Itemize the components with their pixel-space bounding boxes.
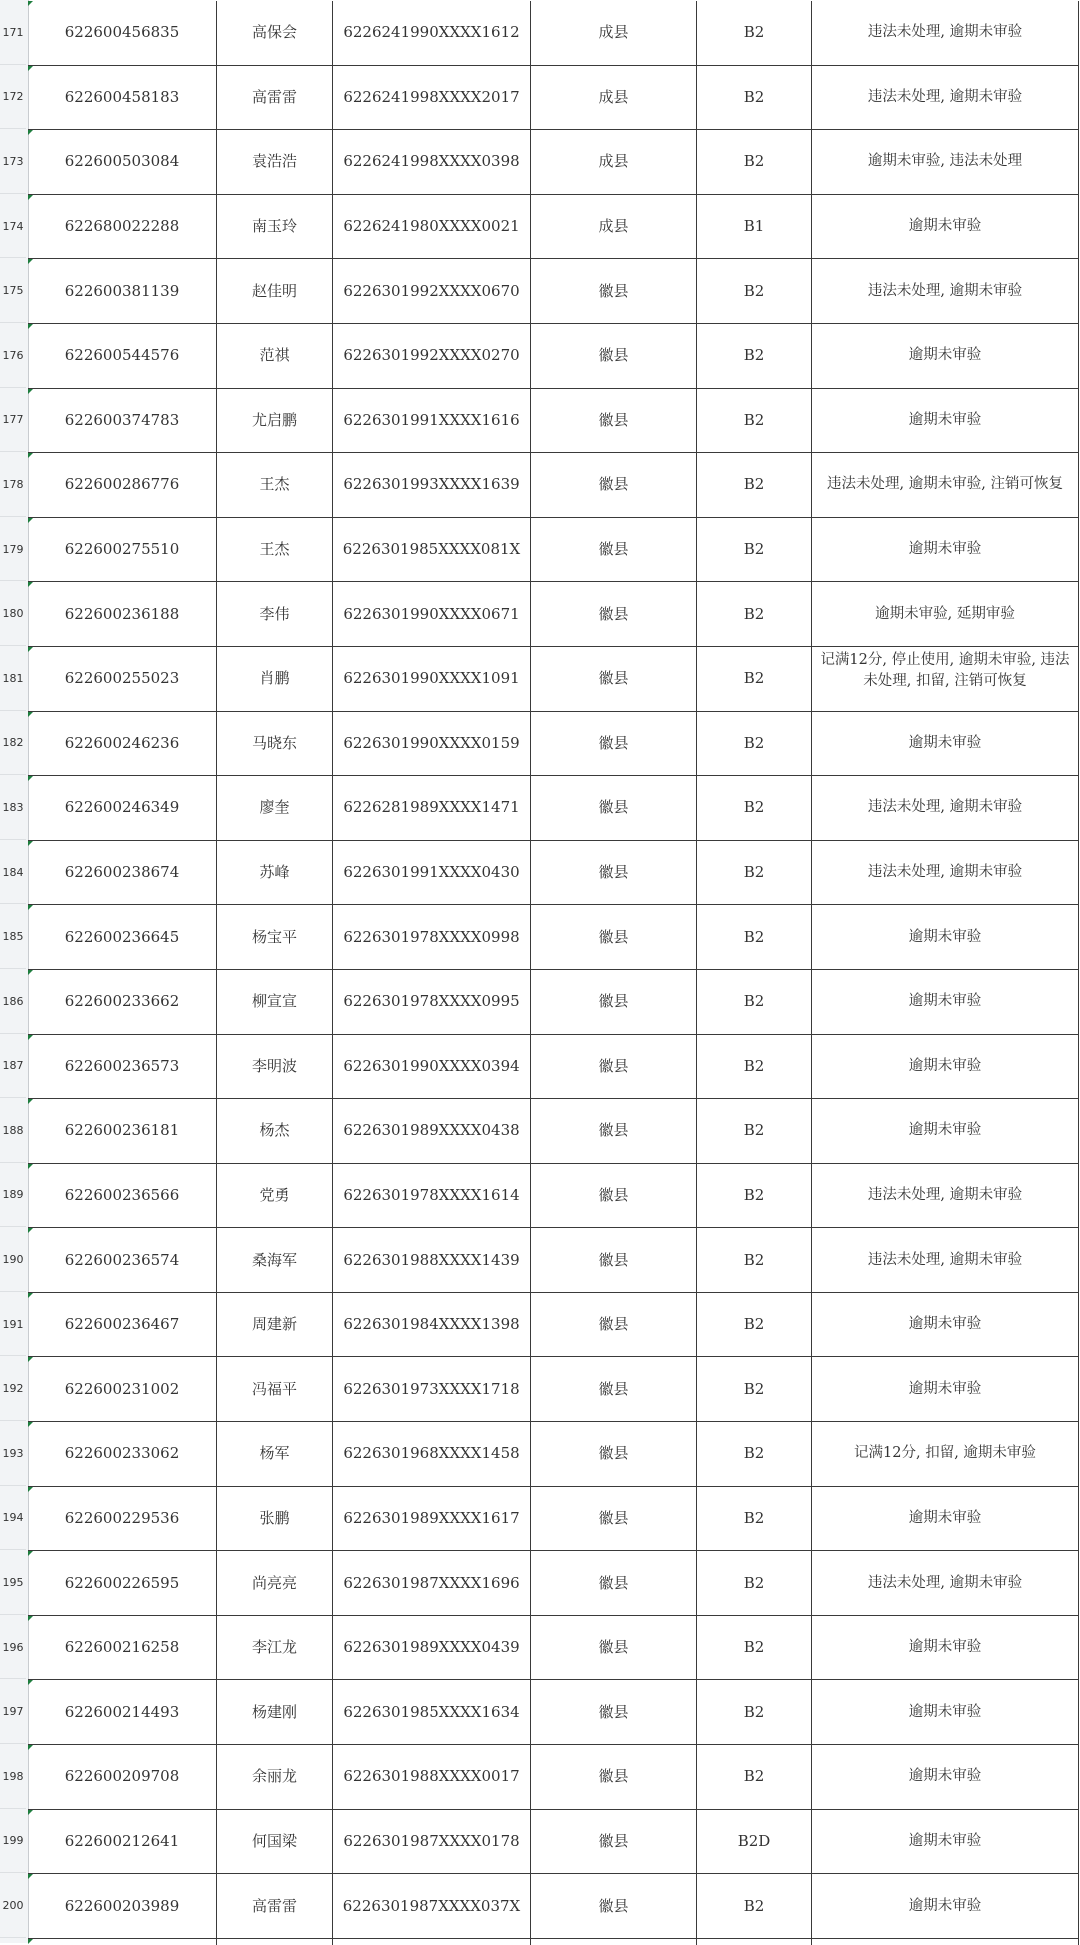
- cell-archive-id[interactable]: 622600544576: [28, 324, 217, 388]
- row-number[interactable]: 194: [0, 1487, 26, 1551]
- row-number[interactable]: 182: [0, 712, 26, 776]
- cell-archive-id[interactable]: 622600229536: [28, 1487, 217, 1551]
- number-stored-as-text-flag-icon: [28, 389, 33, 394]
- cell-county[interactable]: 徽县: [531, 841, 697, 905]
- cell-county[interactable]: 徽县: [531, 1680, 697, 1744]
- cell-status[interactable]: 逾期未审验: [812, 1745, 1079, 1809]
- cell-county[interactable]: 徽县: [531, 1487, 697, 1551]
- table-row[interactable]: [2, 518, 1079, 583]
- cell-id-card[interactable]: 6226241980XXXX0021: [333, 195, 531, 259]
- row-number[interactable]: 192: [0, 1357, 26, 1421]
- cell-county[interactable]: 徽县: [531, 1422, 697, 1486]
- cell-id-card[interactable]: 6226281989XXXX1471: [333, 776, 531, 840]
- cell-archive-id[interactable]: 622600456835: [28, 1, 217, 65]
- table-row[interactable]: [2, 389, 1079, 454]
- table-row[interactable]: [2, 259, 1079, 324]
- cell-archive-id[interactable]: 622600381139: [28, 259, 217, 323]
- cell-status[interactable]: 逾期未审验: [812, 518, 1079, 582]
- cell-id-card[interactable]: 6226301993XXXX1639: [333, 453, 531, 517]
- cell-name[interactable]: 杨建刚: [217, 1680, 333, 1744]
- number-stored-as-text-flag-icon: [28, 1357, 33, 1362]
- cell-status[interactable]: 违法未处理, 逾期未审验: [812, 776, 1079, 840]
- cell-archive-id[interactable]: 622600503084: [28, 130, 217, 194]
- cell-id-card[interactable]: 6226301978XXXX1614: [333, 1164, 531, 1228]
- cell-county[interactable]: 成县: [531, 66, 697, 130]
- cell-name[interactable]: 南玉玲: [217, 195, 333, 259]
- cell-county[interactable]: 徽县: [531, 1228, 697, 1292]
- cell-license-class[interactable]: B2: [697, 1874, 812, 1938]
- cell-status[interactable]: 逾期未审验: [812, 970, 1079, 1034]
- cell-name[interactable]: 余丽龙: [217, 1745, 333, 1809]
- row-number[interactable]: 189: [0, 1164, 26, 1228]
- cell-archive-id[interactable]: 622600275510: [28, 518, 217, 582]
- cell-archive-id[interactable]: 622600214493: [28, 1680, 217, 1744]
- cell-status[interactable]: 逾期未审验: [812, 195, 1079, 259]
- cell-status[interactable]: [812, 1939, 1079, 1945]
- cell-archive-id[interactable]: 622600255023: [28, 647, 217, 711]
- table-row[interactable]: [2, 905, 1079, 970]
- cell-license-class[interactable]: B2D: [697, 1810, 812, 1874]
- cell-archive-id[interactable]: 622600246349: [28, 776, 217, 840]
- cell-status[interactable]: 违法未处理, 逾期未审验, 注销可恢复: [812, 453, 1079, 517]
- cell-status[interactable]: 逾期未审验: [812, 1810, 1079, 1874]
- cell-archive-id[interactable]: 622600286776: [28, 453, 217, 517]
- cell-archive-id[interactable]: 622600231002: [28, 1357, 217, 1421]
- cell-id-card[interactable]: 6226301990XXXX0394: [333, 1035, 531, 1099]
- cell-name[interactable]: 李明波: [217, 1035, 333, 1099]
- cell-id-card[interactable]: 6226301989XXXX1617: [333, 1487, 531, 1551]
- cell-county[interactable]: 徽县: [531, 1810, 697, 1874]
- cell-status[interactable]: 违法未处理, 逾期未审验: [812, 1164, 1079, 1228]
- cell-license-class[interactable]: B1: [697, 195, 812, 259]
- table-row[interactable]: [2, 130, 1079, 195]
- cell-county[interactable]: 徽县: [531, 1293, 697, 1357]
- number-stored-as-text-flag-icon: [28, 776, 33, 781]
- cell-archive-id[interactable]: 622600236645: [28, 905, 217, 969]
- cell-archive-id[interactable]: 622600233062: [28, 1422, 217, 1486]
- cell-archive-id[interactable]: 622600203989: [28, 1874, 217, 1938]
- number-stored-as-text-flag-icon: [28, 841, 33, 846]
- spreadsheet-table: [2, 1, 1079, 1939]
- cell-county[interactable]: 徽县: [531, 1035, 697, 1099]
- number-stored-as-text-flag-icon: [28, 1616, 33, 1621]
- cell-license-class[interactable]: B2: [697, 1551, 812, 1615]
- cell-status[interactable]: 违法未处理, 逾期未审验: [812, 841, 1079, 905]
- row-number[interactable]: 176: [0, 324, 26, 388]
- cell-county[interactable]: 徽县: [531, 1099, 697, 1163]
- cell-status[interactable]: 逾期未审验: [812, 905, 1079, 969]
- cell-license-class[interactable]: B2: [697, 841, 812, 905]
- cell-status[interactable]: 逾期未审验, 违法未处理: [812, 130, 1079, 194]
- cell-license-class[interactable]: B2: [697, 647, 812, 711]
- row-number[interactable]: 186: [0, 970, 26, 1034]
- cell-status[interactable]: 逾期未审验: [812, 1293, 1079, 1357]
- cell-status[interactable]: 逾期未审验: [812, 389, 1079, 453]
- cell-archive-id[interactable]: 622600236181: [28, 1099, 217, 1163]
- cell-county[interactable]: 徽县: [531, 1164, 697, 1228]
- cell-id-card[interactable]: 6226301991XXXX1616: [333, 389, 531, 453]
- cell-id-card[interactable]: 6226301990XXXX1091: [333, 647, 531, 711]
- row-number[interactable]: 184: [0, 841, 26, 905]
- cell-archive-id[interactable]: 622600236467: [28, 1293, 217, 1357]
- number-stored-as-text-flag-icon: [28, 1164, 33, 1169]
- row-number[interactable]: 174: [0, 195, 26, 259]
- cell-name[interactable]: 高雷雷: [217, 1874, 333, 1938]
- number-stored-as-text-flag-icon: [28, 1745, 33, 1750]
- cell-status[interactable]: 逾期未审验: [812, 1680, 1079, 1744]
- cell-id-card[interactable]: 6226241998XXXX0398: [333, 130, 531, 194]
- cell-license-class[interactable]: B2: [697, 518, 812, 582]
- cell-id-card[interactable]: 6226301988XXXX0017: [333, 1745, 531, 1809]
- cell-archive-id[interactable]: 622680022288: [28, 195, 217, 259]
- cell-id-card[interactable]: 6226241998XXXX2017: [333, 66, 531, 130]
- cell-name[interactable]: 杨杰: [217, 1099, 333, 1163]
- number-stored-as-text-flag-icon: [28, 582, 33, 587]
- table-row[interactable]: [2, 647, 1079, 712]
- cell-archive-id[interactable]: 622600226595: [28, 1551, 217, 1615]
- table-row[interactable]: [2, 1, 1079, 66]
- cell-status[interactable]: 逾期未审验: [812, 1035, 1079, 1099]
- cell-status[interactable]: 违法未处理, 逾期未审验: [812, 1, 1079, 65]
- number-stored-as-text-flag-icon: [28, 324, 33, 329]
- cell-name[interactable]: 肖鹏: [217, 647, 333, 711]
- cell-id-card[interactable]: 6226301968XXXX1458: [333, 1422, 531, 1486]
- cell-status[interactable]: 逾期未审验: [812, 1099, 1079, 1163]
- cell-license-class[interactable]: B2: [697, 324, 812, 388]
- cell-county[interactable]: 徽县: [531, 324, 697, 388]
- cell-status[interactable]: 逾期未审验: [812, 1357, 1079, 1421]
- cell-id-card[interactable]: 6226301973XXXX1718: [333, 1357, 531, 1421]
- table-row[interactable]: [2, 1293, 1079, 1358]
- cell-license-class[interactable]: B2: [697, 1487, 812, 1551]
- row-number[interactable]: 190: [0, 1228, 26, 1292]
- cell-status[interactable]: 逾期未审验: [812, 1874, 1079, 1938]
- number-stored-as-text-flag-icon: [28, 1228, 33, 1233]
- number-stored-as-text-flag-icon: [28, 712, 33, 717]
- number-stored-as-text-flag-icon: [28, 130, 33, 135]
- cell-license-class[interactable]: B2: [697, 389, 812, 453]
- row-number[interactable]: 180: [0, 582, 26, 646]
- cell-name[interactable]: 李江龙: [217, 1616, 333, 1680]
- cell-id-card[interactable]: [333, 1939, 531, 1945]
- cell-name[interactable]: 杨宝平: [217, 905, 333, 969]
- number-stored-as-text-flag-icon: [28, 970, 33, 975]
- cell-county[interactable]: 徽县: [531, 905, 697, 969]
- number-stored-as-text-flag-icon: [28, 905, 33, 910]
- cell-county[interactable]: 徽县: [531, 582, 697, 646]
- cell-name[interactable]: 党勇: [217, 1164, 333, 1228]
- cell-status[interactable]: 逾期未审验: [812, 712, 1079, 776]
- cell-status[interactable]: 逾期未审验: [812, 324, 1079, 388]
- cell-name[interactable]: 赵佳明: [217, 259, 333, 323]
- cell-license-class[interactable]: B2: [697, 1357, 812, 1421]
- cell-license-class[interactable]: B2: [697, 582, 812, 646]
- cell-license-class[interactable]: B2: [697, 1228, 812, 1292]
- table-row[interactable]: [2, 1035, 1079, 1100]
- number-stored-as-text-flag-icon: [28, 1487, 33, 1492]
- number-stored-as-text-flag-icon: [28, 1680, 33, 1685]
- row-number[interactable]: 195: [0, 1551, 26, 1615]
- cell-name[interactable]: 王杰: [217, 453, 333, 517]
- cell-id-card[interactable]: 6226301985XXXX081X: [333, 518, 531, 582]
- number-stored-as-text-flag-icon: [28, 1551, 33, 1556]
- cell-archive-id[interactable]: [28, 1939, 217, 1945]
- number-stored-as-text-flag-icon: [28, 1293, 33, 1298]
- row-number[interactable]: 198: [0, 1745, 26, 1809]
- cell-county[interactable]: 徽县: [531, 1551, 697, 1615]
- cell-id-card[interactable]: 6226301992XXXX0270: [333, 324, 531, 388]
- row-number[interactable]: 191: [0, 1293, 26, 1357]
- cell-county[interactable]: 徽县: [531, 776, 697, 840]
- table-row[interactable]: [2, 66, 1079, 131]
- number-stored-as-text-flag-icon: [28, 1035, 33, 1040]
- cell-county[interactable]: 徽县: [531, 1357, 697, 1421]
- table-row[interactable]: [2, 776, 1079, 841]
- cell-name[interactable]: 王杰: [217, 518, 333, 582]
- cell-county[interactable]: 徽县: [531, 1745, 697, 1809]
- cell-license-class[interactable]: B2: [697, 905, 812, 969]
- row-number[interactable]: 173: [0, 130, 26, 194]
- row-number[interactable]: 177: [0, 389, 26, 453]
- table-row[interactable]: [2, 1874, 1079, 1939]
- cell-license-class[interactable]: B2: [697, 130, 812, 194]
- cell-id-card[interactable]: 6226301990XXXX0159: [333, 712, 531, 776]
- cell-archive-id[interactable]: 622600246236: [28, 712, 217, 776]
- table-row[interactable]: [2, 1551, 1079, 1616]
- table-row[interactable]: [2, 453, 1079, 518]
- cell-archive-id[interactable]: 622600236574: [28, 1228, 217, 1292]
- row-number[interactable]: 193: [0, 1422, 26, 1486]
- number-stored-as-text-flag-icon: [28, 1, 33, 6]
- table-row[interactable]: [2, 1422, 1079, 1487]
- cell-license-class[interactable]: B2: [697, 1745, 812, 1809]
- cell-status[interactable]: 逾期未审验, 延期审验: [812, 582, 1079, 646]
- cell-name[interactable]: 周建新: [217, 1293, 333, 1357]
- cell-name[interactable]: 高雷雷: [217, 66, 333, 130]
- cell-status[interactable]: 违法未处理, 逾期未审验: [812, 259, 1079, 323]
- cell-id-card[interactable]: 6226301990XXXX0671: [333, 582, 531, 646]
- cell-status[interactable]: 违法未处理, 逾期未审验: [812, 1551, 1079, 1615]
- row-number[interactable]: 175: [0, 259, 26, 323]
- cell-county[interactable]: 成县: [531, 1, 697, 65]
- cell-county[interactable]: 徽县: [531, 970, 697, 1034]
- row-number[interactable]: 199: [0, 1810, 26, 1874]
- cell-county[interactable]: 徽县: [531, 1616, 697, 1680]
- row-number[interactable]: 172: [0, 66, 26, 130]
- cell-license-class[interactable]: [697, 1939, 812, 1945]
- cell-archive-id[interactable]: 622600238674: [28, 841, 217, 905]
- cell-county[interactable]: 徽县: [531, 389, 697, 453]
- cell-name[interactable]: 冯福平: [217, 1357, 333, 1421]
- table-row[interactable]: [2, 1810, 1079, 1875]
- cell-archive-id[interactable]: 622600212641: [28, 1810, 217, 1874]
- cell-name[interactable]: [217, 1939, 333, 1945]
- cell-name[interactable]: 高保会: [217, 1, 333, 65]
- cell-id-card[interactable]: 6226301985XXXX1634: [333, 1680, 531, 1744]
- table-row[interactable]: [2, 841, 1079, 906]
- row-number[interactable]: 197: [0, 1680, 26, 1744]
- cell-archive-id[interactable]: 622600236566: [28, 1164, 217, 1228]
- number-stored-as-text-flag-icon: [28, 1422, 33, 1427]
- number-stored-as-text-flag-icon: [28, 259, 33, 264]
- table-row[interactable]: [2, 1680, 1079, 1745]
- cell-archive-id[interactable]: 622600236573: [28, 1035, 217, 1099]
- number-stored-as-text-flag-icon: [28, 66, 33, 71]
- table-row[interactable]: [2, 1616, 1079, 1681]
- number-stored-as-text-flag-icon: [28, 647, 33, 652]
- cell-county[interactable]: 成县: [531, 130, 697, 194]
- cell-license-class[interactable]: B2: [697, 1035, 812, 1099]
- cell-id-card[interactable]: 6226301989XXXX0438: [333, 1099, 531, 1163]
- cell-name[interactable]: 范祺: [217, 324, 333, 388]
- cell-status[interactable]: 逾期未审验: [812, 1616, 1079, 1680]
- number-stored-as-text-flag-icon: [28, 1874, 33, 1879]
- cell-id-card[interactable]: 6226301987XXXX1696: [333, 1551, 531, 1615]
- cell-status[interactable]: 违法未处理, 逾期未审验: [812, 66, 1079, 130]
- cell-name[interactable]: 袁浩浩: [217, 130, 333, 194]
- cell-name[interactable]: 张鹏: [217, 1487, 333, 1551]
- cell-id-card[interactable]: 6226301992XXXX0670: [333, 259, 531, 323]
- row-number[interactable]: 185: [0, 905, 26, 969]
- cell-status[interactable]: 逾期未审验: [812, 1487, 1079, 1551]
- table-row[interactable]: [2, 1487, 1079, 1552]
- cell-name[interactable]: 桑海军: [217, 1228, 333, 1292]
- cell-license-class[interactable]: B2: [697, 776, 812, 840]
- cell-county[interactable]: 徽县: [531, 1874, 697, 1938]
- row-number[interactable]: 188: [0, 1099, 26, 1163]
- cell-name[interactable]: 李伟: [217, 582, 333, 646]
- table-row[interactable]: [2, 1745, 1079, 1810]
- cell-name[interactable]: 尤启鹏: [217, 389, 333, 453]
- cell-id-card[interactable]: 6226301978XXXX0995: [333, 970, 531, 1034]
- cell-status[interactable]: 记满12分, 停止使用, 逾期未审验, 违法未处理, 扣留, 注销可恢复: [812, 647, 1079, 711]
- number-stored-as-text-flag-icon: [28, 1810, 33, 1815]
- table-row[interactable]: [2, 1099, 1079, 1164]
- cell-archive-id[interactable]: 622600209708: [28, 1745, 217, 1809]
- cell-id-card[interactable]: 6226301978XXXX0998: [333, 905, 531, 969]
- table-row[interactable]: [2, 582, 1079, 647]
- cell-id-card[interactable]: 6226241990XXXX1612: [333, 1, 531, 65]
- cell-name[interactable]: 柳宣宣: [217, 970, 333, 1034]
- cell-license-class[interactable]: B2: [697, 66, 812, 130]
- table-row[interactable]: [2, 195, 1079, 260]
- cell-license-class[interactable]: B2: [697, 453, 812, 517]
- row-number[interactable]: 178: [0, 453, 26, 517]
- cell-county[interactable]: 徽县: [531, 647, 697, 711]
- cell-county[interactable]: 徽县: [531, 259, 697, 323]
- row-number[interactable]: 196: [0, 1616, 26, 1680]
- row-number[interactable]: 183: [0, 776, 26, 840]
- cell-id-card[interactable]: 6226301991XXXX0430: [333, 841, 531, 905]
- cell-license-class[interactable]: B2: [697, 259, 812, 323]
- cell-county[interactable]: 成县: [531, 195, 697, 259]
- number-stored-as-text-flag-icon: [28, 1099, 33, 1104]
- cell-id-card[interactable]: 6226301987XXXX037X: [333, 1874, 531, 1938]
- cell-county[interactable]: 徽县: [531, 453, 697, 517]
- table-row[interactable]: [2, 712, 1079, 777]
- cell-license-class[interactable]: B2: [697, 712, 812, 776]
- cell-id-card[interactable]: 6226301987XXXX0178: [333, 1810, 531, 1874]
- cell-archive-id[interactable]: 622600374783: [28, 389, 217, 453]
- cell-license-class[interactable]: B2: [697, 1422, 812, 1486]
- table-row[interactable]: [2, 1164, 1079, 1229]
- cell-archive-id[interactable]: 622600233662: [28, 970, 217, 1034]
- next-row-partial: [28, 1939, 1079, 1945]
- cell-id-card[interactable]: 6226301984XXXX1398: [333, 1293, 531, 1357]
- cell-id-card[interactable]: 6226301989XXXX0439: [333, 1616, 531, 1680]
- row-number[interactable]: 181: [0, 647, 26, 711]
- cell-name[interactable]: 何国梁: [217, 1810, 333, 1874]
- cell-county[interactable]: 徽县: [531, 518, 697, 582]
- row-number[interactable]: 171: [0, 1, 26, 65]
- cell-license-class[interactable]: B2: [697, 1293, 812, 1357]
- number-stored-as-text-flag-icon: [28, 453, 33, 458]
- cell-status[interactable]: 违法未处理, 逾期未审验: [812, 1228, 1079, 1292]
- table-row[interactable]: [2, 324, 1079, 389]
- table-row[interactable]: [2, 1357, 1079, 1422]
- row-number[interactable]: 200: [0, 1874, 26, 1938]
- cell-archive-id[interactable]: 622600236188: [28, 582, 217, 646]
- cell-id-card[interactable]: 6226301988XXXX1439: [333, 1228, 531, 1292]
- cell-archive-id[interactable]: 622600216258: [28, 1616, 217, 1680]
- cell-name[interactable]: 苏峰: [217, 841, 333, 905]
- row-number[interactable]: 179: [0, 518, 26, 582]
- number-stored-as-text-flag-icon: [28, 518, 33, 523]
- cell-license-class[interactable]: B2: [697, 1164, 812, 1228]
- cell-name[interactable]: 马晓东: [217, 712, 333, 776]
- number-stored-as-text-flag-icon: [28, 195, 33, 200]
- cell-name[interactable]: 廖奎: [217, 776, 333, 840]
- cell-license-class[interactable]: B2: [697, 1099, 812, 1163]
- cell-name[interactable]: 杨军: [217, 1422, 333, 1486]
- cell-license-class[interactable]: B2: [697, 1680, 812, 1744]
- cell-license-class[interactable]: B2: [697, 970, 812, 1034]
- number-stored-as-text-flag-icon: [28, 1939, 33, 1944]
- cell-license-class[interactable]: B2: [697, 1616, 812, 1680]
- cell-name[interactable]: 尚亮亮: [217, 1551, 333, 1615]
- cell-county[interactable]: [531, 1939, 697, 1945]
- table-row[interactable]: [2, 970, 1079, 1035]
- cell-license-class[interactable]: B2: [697, 1, 812, 65]
- cell-archive-id[interactable]: 622600458183: [28, 66, 217, 130]
- row-number[interactable]: 187: [0, 1035, 26, 1099]
- cell-county[interactable]: 徽县: [531, 712, 697, 776]
- table-row[interactable]: [2, 1228, 1079, 1293]
- cell-status[interactable]: 记满12分, 扣留, 逾期未审验: [812, 1422, 1079, 1486]
